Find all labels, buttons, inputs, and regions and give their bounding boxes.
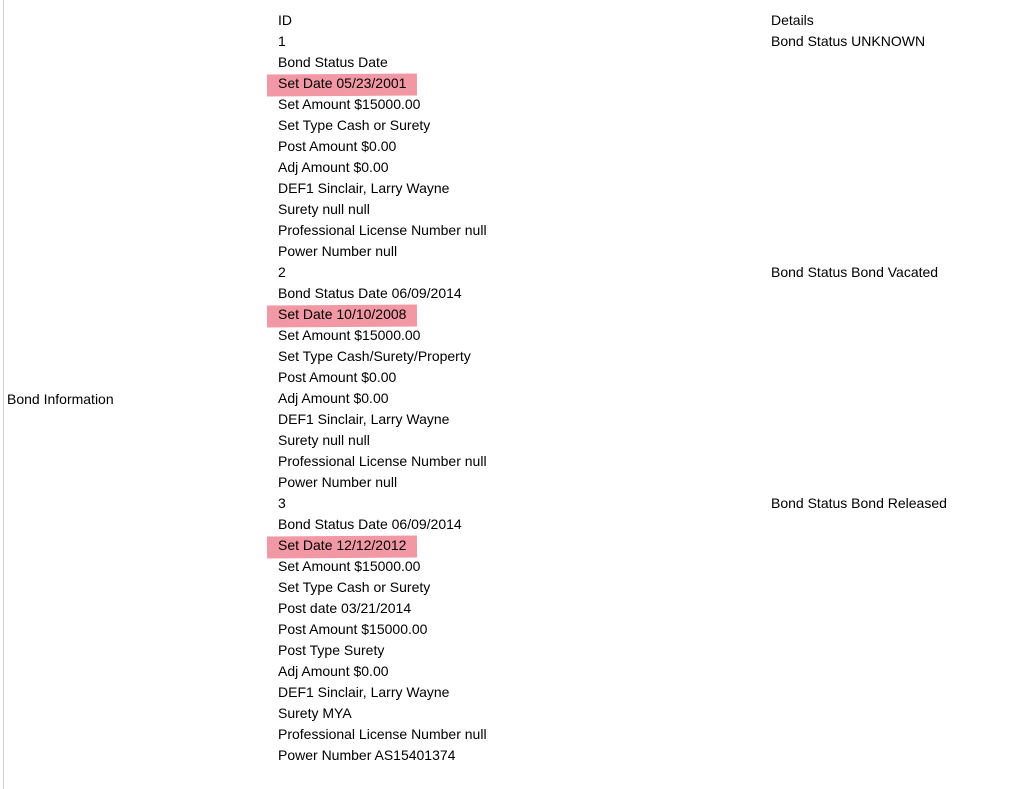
def1: DEF1 Sinclair, Larry Wayne [278, 180, 450, 196]
def1: DEF1 Sinclair, Larry Wayne [278, 411, 450, 427]
bond-id: 1 [278, 33, 286, 49]
surety: Surety MYA [278, 705, 352, 721]
post-amount: Post Amount $0.00 [278, 138, 397, 154]
surety: Surety null null [278, 201, 370, 217]
set-date-text: Set Date 10/10/2008 [278, 306, 407, 322]
bond-details-column [771, 10, 1011, 514]
adj-amount: Adj Amount $0.00 [278, 390, 389, 406]
power-number: Power Number AS15401374 [278, 747, 456, 763]
set-date-text: Set Date 12/12/2012 [278, 537, 407, 553]
bond-status-date: Bond Status Date 06/09/2014 [278, 516, 462, 532]
set-amount: Set Amount $15000.00 [278, 558, 421, 574]
bond-id: 2 [278, 264, 286, 280]
professional-license: Professional License Number null [278, 726, 487, 742]
def1: DEF1 Sinclair, Larry Wayne [278, 684, 450, 700]
power-number: Power Number null [278, 474, 398, 490]
professional-license: Professional License Number null [278, 453, 487, 469]
post-date: Post date 03/21/2014 [278, 600, 412, 616]
post-amount: Post Amount $0.00 [278, 369, 397, 385]
adj-amount: Adj Amount $0.00 [278, 159, 389, 175]
set-type: Set Type Cash/Surety/Property [278, 348, 471, 364]
set-date-text: Set Date 05/23/2001 [278, 75, 407, 91]
post-type: Post Type Surety [278, 642, 385, 658]
set-date-highlighted [278, 73, 758, 94]
section-label: Bond Information [7, 391, 114, 407]
set-type: Set Type Cash or Surety [278, 579, 431, 595]
bond-status: Bond Status UNKNOWN [771, 33, 926, 49]
set-amount: Set Amount $15000.00 [278, 327, 421, 343]
professional-license: Professional License Number null [278, 222, 487, 238]
set-date-highlighted [278, 304, 758, 325]
set-date-highlighted [278, 535, 758, 556]
bond-main-column [278, 10, 758, 766]
table-left-border [3, 0, 4, 789]
id-header: ID [278, 12, 292, 28]
post-amount: Post Amount $15000.00 [278, 621, 428, 637]
set-amount: Set Amount $15000.00 [278, 96, 421, 112]
bond-status: Bond Status Bond Released [771, 495, 947, 511]
power-number: Power Number null [278, 243, 398, 259]
set-type: Set Type Cash or Surety [278, 117, 431, 133]
bond-status-date: Bond Status Date 06/09/2014 [278, 285, 462, 301]
details-header: Details [771, 12, 814, 28]
adj-amount: Adj Amount $0.00 [278, 663, 389, 679]
surety: Surety null null [278, 432, 370, 448]
bond-status-date: Bond Status Date [278, 54, 388, 70]
bond-id: 3 [278, 495, 286, 511]
bond-status: Bond Status Bond Vacated [771, 264, 939, 280]
